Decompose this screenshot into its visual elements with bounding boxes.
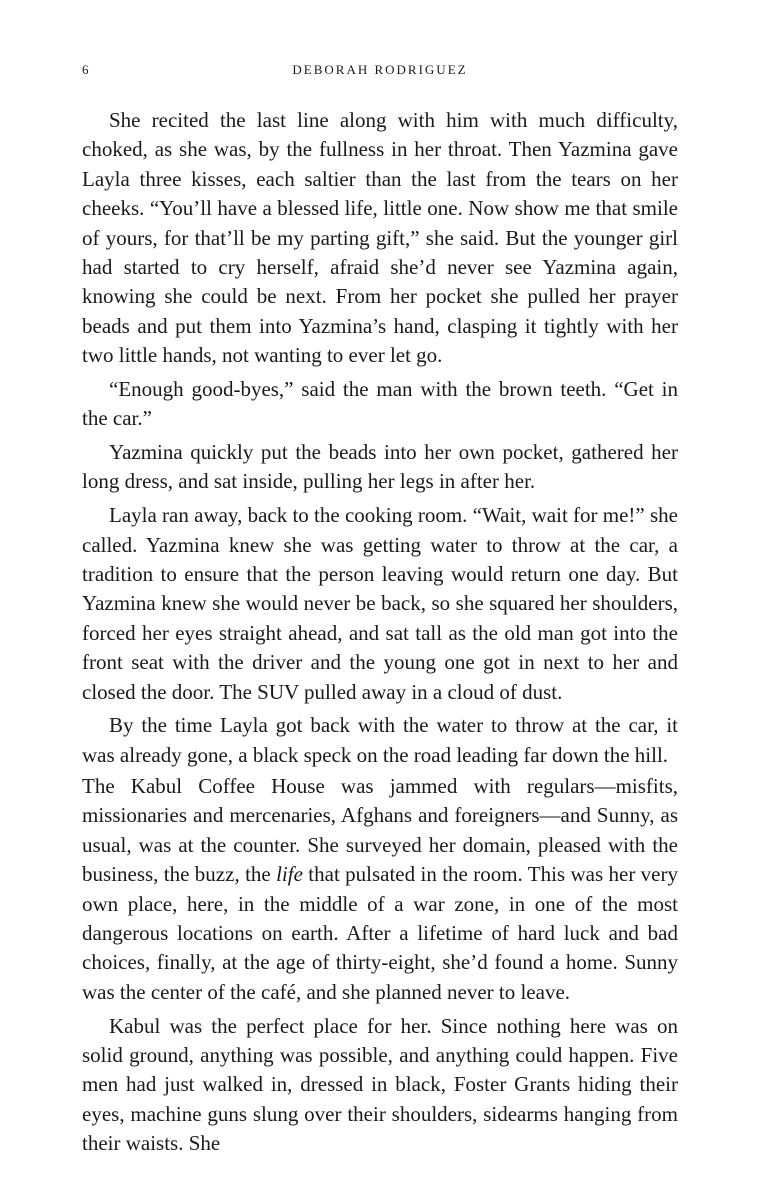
paragraph: By the time Layla got back with the water to throw at the car, it was already gone, a black speck on the road leading far down the hill.	[82, 713, 678, 767]
section-two-text	[82, 772, 678, 1163]
opening-paragraph	[82, 772, 678, 1007]
paragraph: Layla ran away, back to the cooking room. “Wait, wait for me!” she called. Yazmina knew she was getting water to throw at the car, a tradition to ensure that the person leaving would return one day. But Yazmina knew she would never be back, so she squared her shoulders, forced her eyes straight ahead, and sat tall as the old man got into the front seat with the driver and the young one got in next to her and closed the door. The SUV pulled away in a cloud of dust.	[82, 503, 678, 704]
paragraph: “Enough good-byes,” said the man with the brown teeth. “Get in the car.”	[82, 376, 678, 431]
paragraph: She recited the last line along with him with much difficulty, choked, as she was, by the fullness in her throat. Then Yazmina gave Layla three kisses, each saltier than the last from the tears on her cheeks. “You’ll have a blessed life, little one. Now show me that smile of yours, for that’ll be my parting gift,” she said. But the younger girl had started to cry herself, afraid she’d never see Yazmina again, knowing she could be next. From her pocket she pulled her prayer beads and put them into Yazmina’s hand, clasping it tightly with her two little hands, not wanting to ever let go.	[82, 108, 678, 368]
emphasis-word: life	[276, 862, 303, 887]
running-header	[82, 62, 678, 86]
page-number: 6	[82, 62, 91, 77]
text-run: that pulsated in the room. This was her very own place, here, in the middle of a war zone, in one of the most dangerous locations on earth. After a lifetime of hard luck and bad choices, finally, at the age of thirty-eight, she’d found a home. Sunny was the center of the café, and she planned never to leave.	[82, 862, 678, 1004]
paragraph: Yazmina quickly put the beads into her own pocket, gathered her long dress, and sat inside, pulling her legs in after her.	[82, 440, 678, 494]
paragraph: Kabul was the perfect place for her. Since nothing here was on solid ground, anything was possible, and anything could happen. Five men had just walked in, dressed in black, Foster Grants hiding their eyes, machine guns slung over their shoulders, sidearms hanging from their waists. She	[82, 1013, 678, 1156]
text-run: The Kabul Coffee House was jammed with regulars—misfits, missionaries and mercenaries, Afghans and foreigners—and Sunny, as usual, was at the counter. She surveyed her domain, pleased with the business, the buzz, the	[82, 774, 678, 887]
section-one-text	[82, 106, 678, 774]
author-name: DEBORAH RODRIGUEZ	[292, 62, 468, 77]
